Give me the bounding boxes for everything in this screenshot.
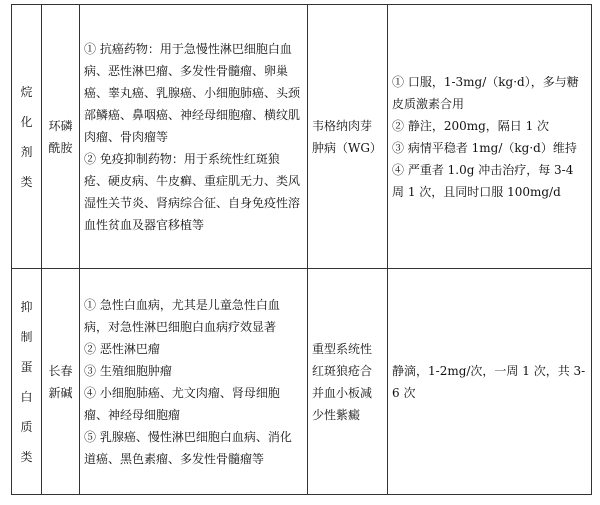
other-use-cell — [308, 269, 388, 495]
usage-item: ③ 病情平稳者 1mg/（kg·d）维持 — [392, 140, 577, 155]
usage-item: ② 静注，200mg，隔日 1 次 — [392, 118, 550, 133]
category-char: 白 — [20, 389, 33, 404]
indication-item: ① 急性白血病，尤其是儿童急性白血病，对急性淋巴细胞白血病疗效显著 — [84, 297, 280, 334]
category-char: 化 — [20, 114, 33, 129]
drug-name: 长春新碱 — [48, 363, 73, 400]
indication-item: ② 恶性淋巴瘤 — [84, 341, 160, 356]
other-use: 韦格纳肉芽肿病（WG） — [312, 118, 382, 155]
category-char: 类 — [20, 449, 33, 464]
category-char: 抑 — [20, 299, 33, 314]
drug-name-cell — [42, 269, 80, 495]
usage-item: ④ 严重者 1.0g 冲击治疗，每 3-4 周 1 次，且同时口服 100mg/d — [392, 162, 574, 199]
category-char: 制 — [20, 329, 33, 344]
drug-name: 环磷酰胺 — [48, 118, 73, 155]
indications-cell — [80, 5, 308, 269]
category-char: 类 — [20, 174, 33, 189]
indications-cell — [80, 269, 308, 495]
usage-cell — [388, 5, 592, 269]
drug-name-cell — [42, 5, 80, 269]
drug-table — [11, 4, 592, 495]
category-char: 烷 — [20, 84, 33, 99]
category-char: 剂 — [20, 144, 33, 159]
usage-item: ① 口服，1-3mg/（kg·d），多与糖皮质激素合用 — [392, 74, 579, 111]
indication-item: ⑤ 乳腺癌、慢性淋巴细胞白血病、消化道癌、黑色素瘤、多发性骨髓瘤等 — [84, 429, 292, 466]
table-row — [12, 269, 592, 495]
usage-cell — [388, 269, 592, 495]
other-use: 重型系统性红斑狼疮合并血小板减少性紫癜 — [312, 341, 373, 422]
category-char: 质 — [20, 419, 33, 434]
indication-item: ② 免疫抑制药物：用于系统性红斑狼疮、硬皮病、牛皮癣、重症肌无力、类风湿性关节炎、肾病综合征、自身免疫性溶血性贫血及器官移植等 — [84, 151, 301, 232]
indication-item: ④ 小细胞肺癌、尤文肉瘤、肾母细胞瘤、神经母细胞瘤 — [84, 385, 280, 422]
indication-item: ① 抗癌药物：用于急慢性淋巴细胞白血病、恶性淋巴瘤、多发性骨髓瘤、卵巢癌、睾丸癌、乳腺癌、小细胞肺癌、头颈部鳞癌、鼻咽癌、神经母细胞瘤、横纹肌肉瘤、骨肉瘤等 — [84, 41, 301, 144]
category-char: 蛋 — [20, 359, 33, 374]
category-cell — [12, 269, 42, 495]
indication-item: ③ 生殖细胞肿瘤 — [84, 363, 172, 378]
table-row — [12, 5, 592, 269]
category-cell — [12, 5, 42, 269]
usage-item: 静滴，1-2mg/次，一周 1 次，共 3-6 次 — [392, 363, 586, 400]
other-use-cell — [308, 5, 388, 269]
